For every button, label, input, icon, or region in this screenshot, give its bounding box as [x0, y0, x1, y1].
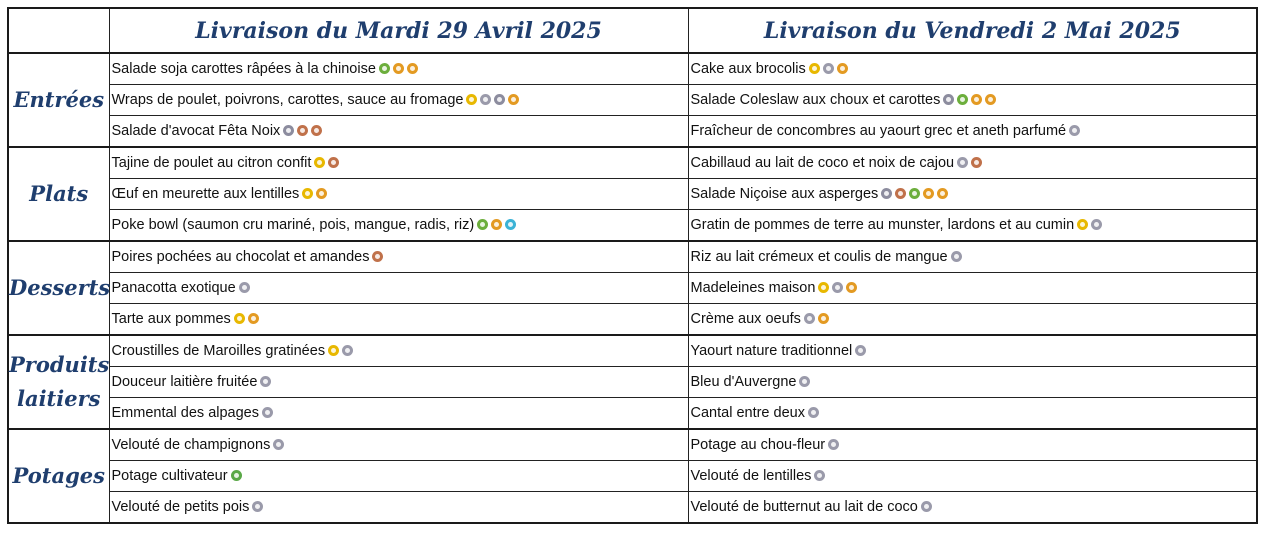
category-label: Potages [8, 429, 109, 523]
dish-name: Potage au chou-fleur [690, 437, 826, 453]
allergen-icons [852, 343, 866, 359]
header-row [8, 8, 1257, 53]
celery-icon [881, 188, 892, 199]
dish-name: Yaourt nature traditionnel [690, 343, 853, 359]
allergen-icons [231, 311, 259, 327]
dish-name: Poires pochées au chocolat et amandes [111, 249, 370, 265]
dish-name: Wraps de poulet, poivrons, carottes, sauce au fromage [111, 92, 464, 108]
nuts-icon [297, 125, 308, 136]
gluten-icon [818, 282, 829, 293]
dish-name: Cake aux brocolis [690, 61, 806, 77]
day1-dish-cell [109, 492, 688, 524]
day2-dish-cell [688, 147, 1257, 179]
egg-icon [316, 188, 327, 199]
egg-icon [393, 63, 404, 74]
lactose-icon [262, 407, 273, 418]
allergen-icons [1066, 123, 1080, 139]
day1-dish-cell [109, 116, 688, 148]
lactose-icon [239, 282, 250, 293]
gluten-icon [314, 157, 325, 168]
menu-row [8, 241, 1257, 273]
dish-name: Fraîcheur de concombres au yaourt grec et aneth parfumé [690, 123, 1067, 139]
menu-row [8, 335, 1257, 367]
lactose-icon [252, 501, 263, 512]
egg-icon [407, 63, 418, 74]
allergen-icons [801, 311, 829, 327]
day1-dish-cell [109, 335, 688, 367]
allergen-icons [311, 155, 339, 171]
allergen-icons [796, 374, 810, 390]
nuts-icon [971, 157, 982, 168]
menu-row [8, 179, 1257, 210]
allergen-icons [878, 186, 948, 202]
menu-row [8, 53, 1257, 85]
local-icon [231, 470, 242, 481]
menu-row [8, 367, 1257, 398]
menu-row [8, 210, 1257, 242]
lactose-icon [832, 282, 843, 293]
day1-dish-cell [109, 53, 688, 85]
vegetarian-icon [477, 219, 488, 230]
allergen-icons [825, 437, 839, 453]
allergen-icons [463, 92, 519, 108]
egg-icon [937, 188, 948, 199]
gluten-icon [234, 313, 245, 324]
allergen-icons [236, 280, 250, 296]
day1-dish-cell [109, 147, 688, 179]
dish-name: Bleu d'Auvergne [690, 374, 797, 390]
lactose-icon [273, 439, 284, 450]
day2-dish-cell [688, 335, 1257, 367]
day1-dish-cell [109, 210, 688, 242]
day2-dish-cell [688, 241, 1257, 273]
day2-dish-cell [688, 461, 1257, 492]
gluten-icon [302, 188, 313, 199]
fish-icon [505, 219, 516, 230]
lactose-icon [814, 470, 825, 481]
lactose-icon [1069, 125, 1080, 136]
allergen-icons [369, 249, 383, 265]
allergen-icons [280, 123, 322, 139]
day2-dish-cell [688, 210, 1257, 242]
egg-icon [248, 313, 259, 324]
menu-row [8, 461, 1257, 492]
egg-icon [818, 313, 829, 324]
allergen-icons [257, 374, 271, 390]
nuts-icon [372, 251, 383, 262]
day2-dish-cell [688, 367, 1257, 398]
allergen-icons [805, 405, 819, 421]
dish-name: Tarte aux pommes [111, 311, 231, 327]
day2-dish-cell [688, 398, 1257, 430]
category-label: Desserts [8, 241, 109, 335]
dish-name: Cabillaud au lait de coco et noix de cajou [690, 155, 955, 171]
lactose-icon [808, 407, 819, 418]
dish-name: Salade Coleslaw aux choux et carottes [690, 92, 941, 108]
dish-name: Crème aux oeufs [690, 311, 801, 327]
day2-dish-cell [688, 116, 1257, 148]
dish-name: Velouté de petits pois [111, 499, 250, 515]
day1-dish-cell [109, 273, 688, 304]
lactose-icon [921, 501, 932, 512]
allergen-icons [918, 499, 932, 515]
dish-name: Riz au lait crémeux et coulis de mangue [690, 249, 948, 265]
day2-dish-cell [688, 492, 1257, 524]
gluten-icon [328, 345, 339, 356]
egg-icon [846, 282, 857, 293]
allergen-icons [299, 186, 327, 202]
menu-row [8, 273, 1257, 304]
gluten-icon [1077, 219, 1088, 230]
egg-icon [971, 94, 982, 105]
menu-row [8, 429, 1257, 461]
allergen-icons [474, 217, 516, 233]
lactose-icon [957, 157, 968, 168]
egg-icon [837, 63, 848, 74]
egg-icon [985, 94, 996, 105]
menu-row [8, 147, 1257, 179]
menu-row [8, 116, 1257, 148]
vegetarian-icon [379, 63, 390, 74]
day2-dish-cell [688, 429, 1257, 461]
dish-name: Panacotta exotique [111, 280, 236, 296]
dish-name: Velouté de lentilles [690, 468, 812, 484]
day2-dish-cell [688, 85, 1257, 116]
menu-body [8, 53, 1257, 523]
category-label: Produits laitiers [8, 335, 109, 429]
egg-icon [491, 219, 502, 230]
dish-name: Potage cultivateur [111, 468, 228, 484]
day1-dish-cell [109, 429, 688, 461]
nuts-icon [311, 125, 322, 136]
lactose-icon [823, 63, 834, 74]
dish-name: Salade Niçoise aux asperges [690, 186, 879, 202]
lactose-icon [1091, 219, 1102, 230]
celery-icon [943, 94, 954, 105]
nuts-icon [895, 188, 906, 199]
lactose-icon [828, 439, 839, 450]
allergen-icons [806, 61, 848, 77]
day1-dish-cell [109, 241, 688, 273]
day1-dish-cell [109, 85, 688, 116]
day2-dish-cell [688, 273, 1257, 304]
day1-dish-cell [109, 179, 688, 210]
menu-table [7, 7, 1258, 524]
vegetarian-icon [909, 188, 920, 199]
lactose-icon [855, 345, 866, 356]
vegetarian-icon [957, 94, 968, 105]
egg-icon [508, 94, 519, 105]
allergen-icons [815, 280, 857, 296]
category-label: Entrées [8, 53, 109, 147]
menu-row [8, 85, 1257, 116]
menu-row [8, 304, 1257, 336]
lactose-icon [804, 313, 815, 324]
menu-row [8, 492, 1257, 524]
allergen-icons [954, 155, 982, 171]
allergen-icons [270, 437, 284, 453]
gluten-icon [466, 94, 477, 105]
lactose-icon [951, 251, 962, 262]
allergen-icons [376, 61, 418, 77]
egg-icon [923, 188, 934, 199]
dish-name: Madeleines maison [690, 280, 816, 296]
day1-dish-cell [109, 398, 688, 430]
allergen-icons [811, 468, 825, 484]
dish-name: Salade d'avocat Fêta Noix [111, 123, 281, 139]
day2-dish-cell [688, 179, 1257, 210]
dish-name: Douceur laitière fruitée [111, 374, 258, 390]
day2-dish-cell [688, 304, 1257, 336]
lactose-icon [799, 376, 810, 387]
lactose-icon [480, 94, 491, 105]
dish-name: Œuf en meurette aux lentilles [111, 186, 300, 202]
dish-name: Croustilles de Maroilles gratinées [111, 343, 326, 359]
allergen-icons [940, 92, 996, 108]
dish-name: Salade soja carottes râpées à la chinoise [111, 61, 376, 77]
day1-header: Livraison du Mardi 29 Avril 2025 [109, 8, 688, 53]
dish-name: Cantal entre deux [690, 405, 805, 421]
allergen-icons [948, 249, 962, 265]
dish-name: Emmental des alpages [111, 405, 259, 421]
day2-dish-cell [688, 53, 1257, 85]
dish-name: Poke bowl (saumon cru mariné, pois, mangue, radis, riz) [111, 217, 475, 233]
lactose-icon [342, 345, 353, 356]
corner-cell [8, 8, 109, 53]
allergen-icons [1074, 217, 1102, 233]
menu-row [8, 398, 1257, 430]
allergen-icons [259, 405, 273, 421]
dish-name: Gratin de pommes de terre au munster, lardons et au cumin [690, 217, 1075, 233]
nuts-icon [328, 157, 339, 168]
allergen-icons [228, 468, 242, 484]
dish-name: Tajine de poulet au citron confit [111, 155, 312, 171]
category-label: Plats [8, 147, 109, 241]
gluten-icon [809, 63, 820, 74]
dish-name: Velouté de champignons [111, 437, 271, 453]
day1-dish-cell [109, 367, 688, 398]
day2-header: Livraison du Vendredi 2 Mai 2025 [688, 8, 1257, 53]
allergen-icons [325, 343, 353, 359]
lactose-icon [260, 376, 271, 387]
day1-dish-cell [109, 461, 688, 492]
allergen-icons [249, 499, 263, 515]
day1-dish-cell [109, 304, 688, 336]
celery-icon [283, 125, 294, 136]
celery-icon [494, 94, 505, 105]
dish-name: Velouté de butternut au lait de coco [690, 499, 918, 515]
